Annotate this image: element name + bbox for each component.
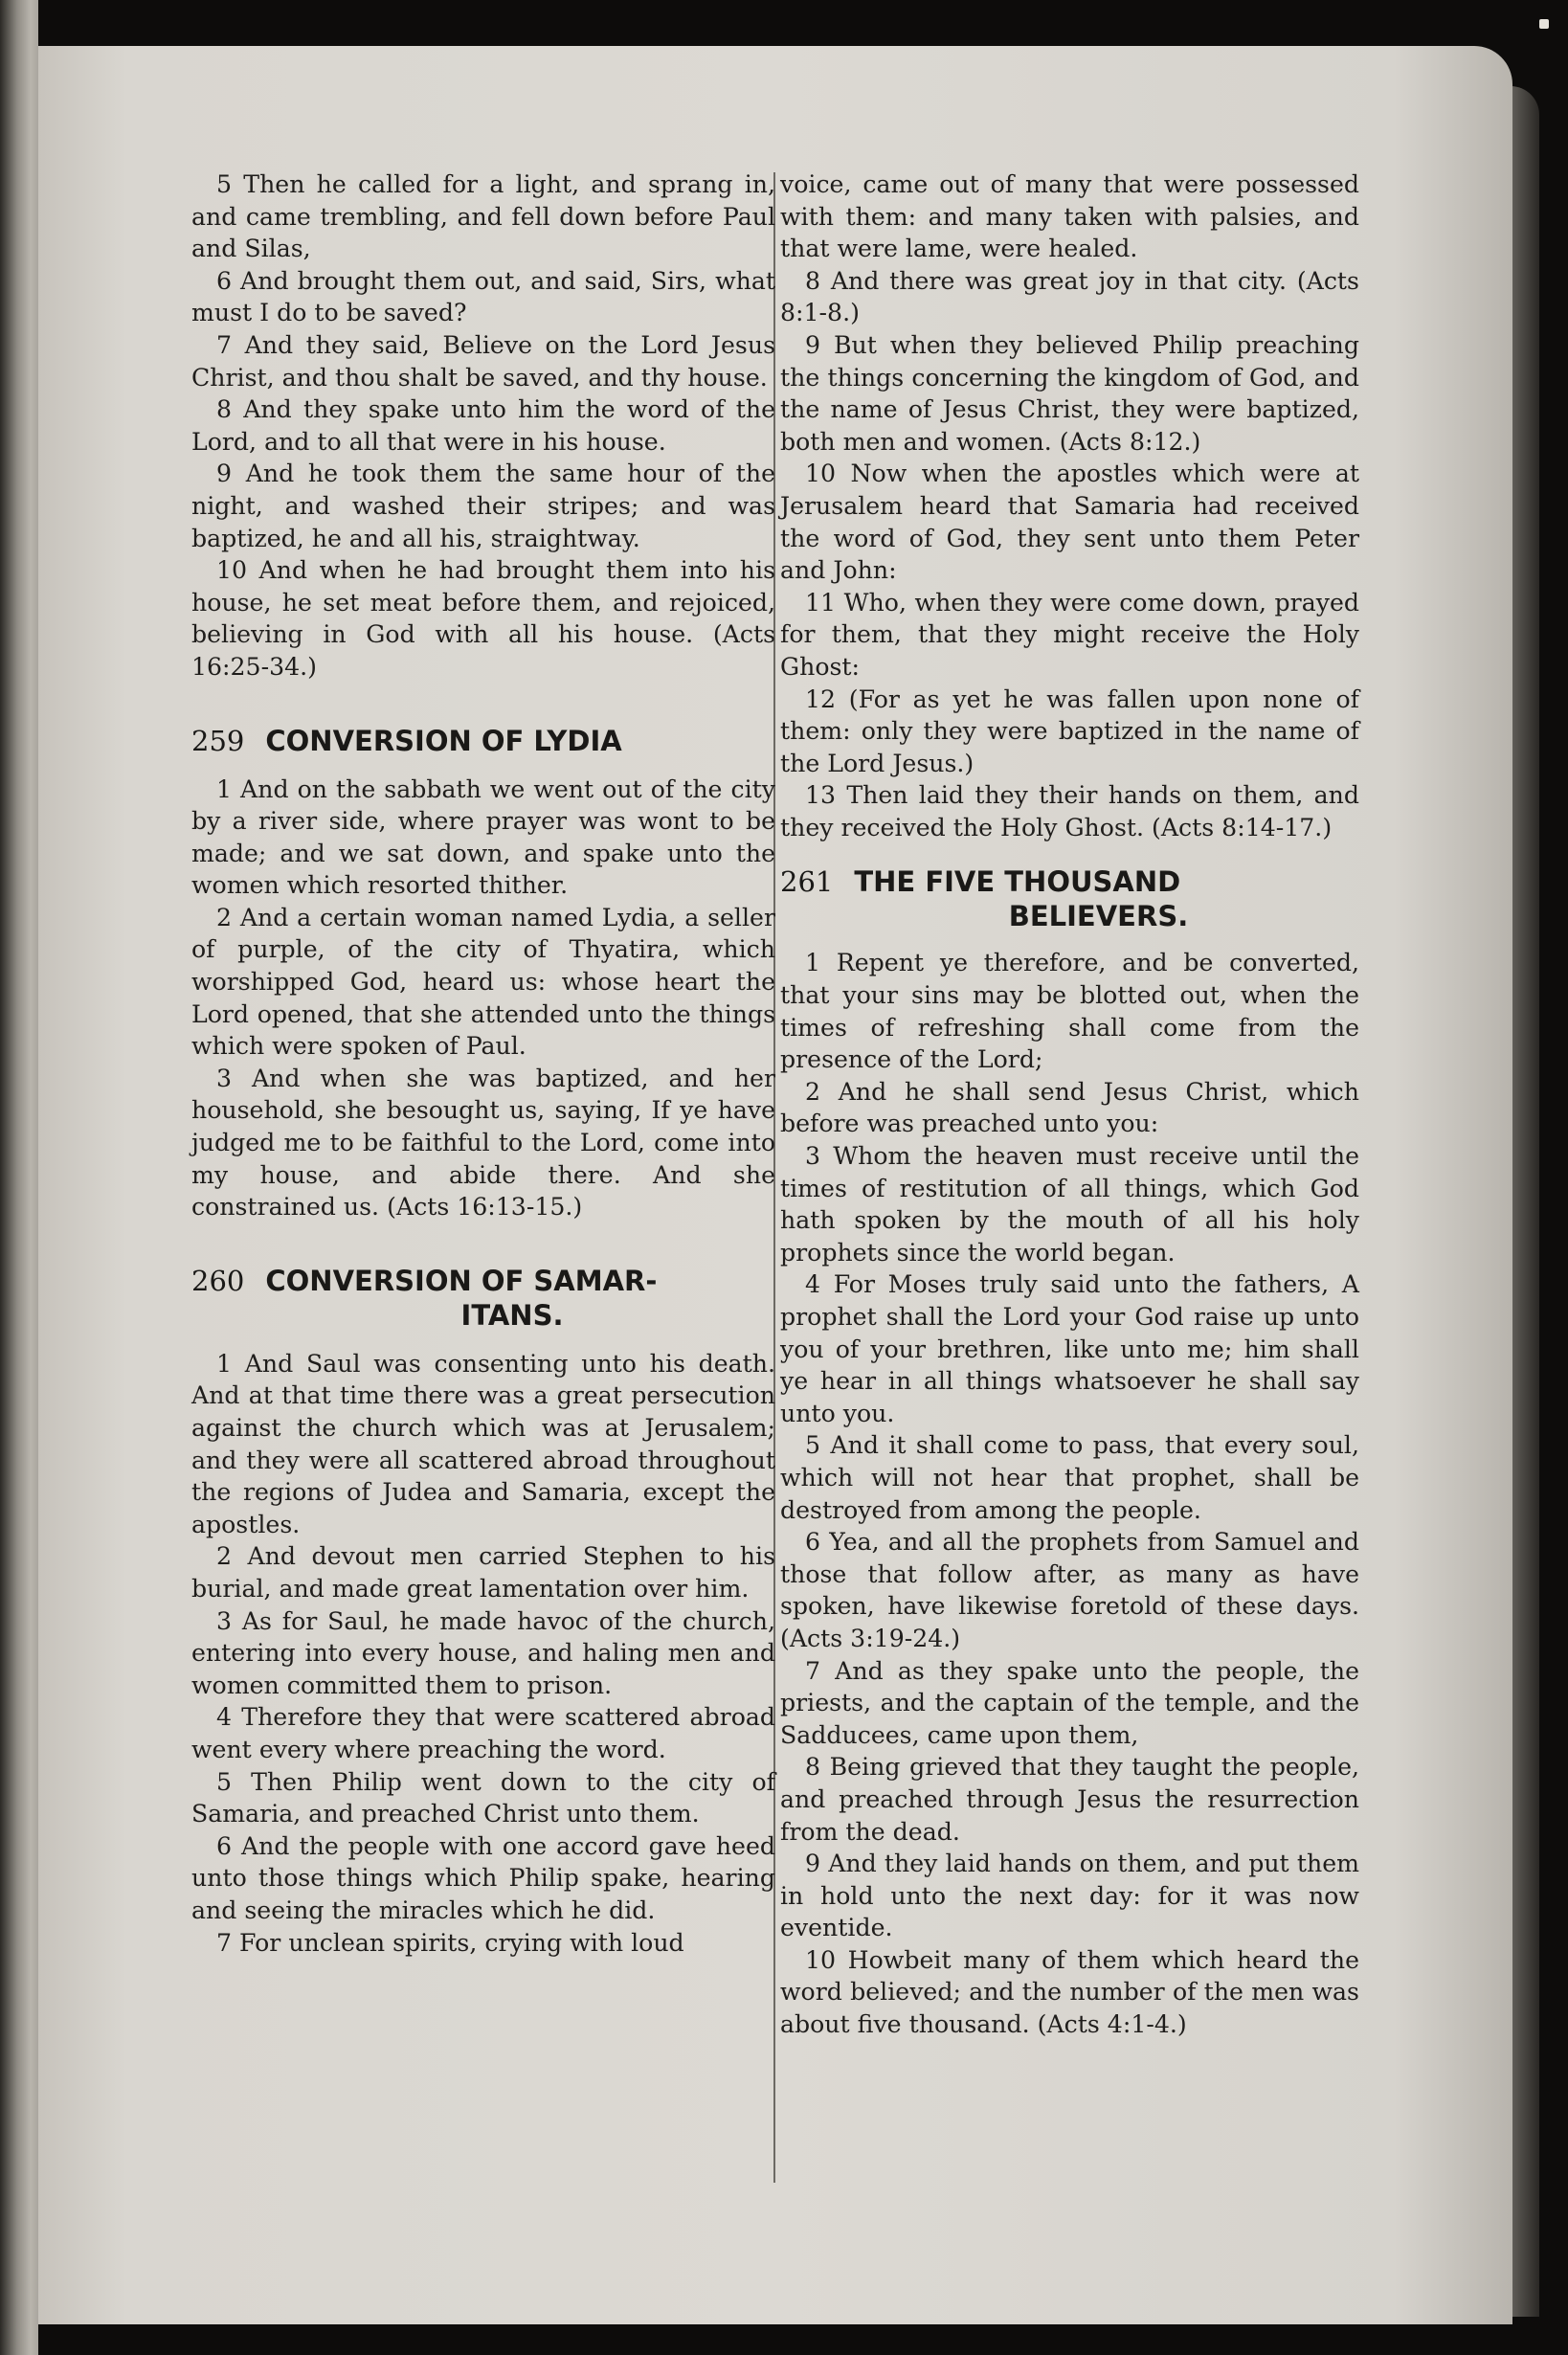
- book-spine: [0, 0, 38, 2355]
- verse: 4 Therefore they that were scattered abroad went every where preaching the word.: [191, 1703, 775, 1763]
- verse: 1 And on the sabbath we went out of the city by a river side, where prayer was wont to be made; and we sat down, and spake unto the women which resorted thither.: [191, 774, 775, 900]
- verse: 5 Then he called for a light, and sprang in, and came trembling, and fell down before Paul and Silas,: [191, 170, 775, 263]
- verse: 7 And they said, Believe on the Lord Jesus Christ, and thou shalt be saved, and thy house.: [191, 330, 775, 392]
- section-heading-261: [780, 864, 1359, 933]
- verse: 2 And a certain woman named Lydia, a seller of purple, of the city of Thyatira, which worshipped God, heard us: whose heart the Lord opened, that she attended unto the things which were spoken of Paul.: [191, 903, 775, 1061]
- verse-continued: voice, came out of many that were possessed with them: and many taken with palsies, and that were lame, were healed.: [780, 170, 1359, 263]
- verse: 12 (For as yet he was fallen upon none of them: only they were baptized in the name of the Lord Jesus.): [780, 684, 1359, 777]
- verse: 5 Then Philip went down to the city of Samaria, and preached Christ unto them.: [191, 1767, 775, 1828]
- verse: 4 For Moses truly said unto the fathers, A prophet shall the Lord your God raise up unto you of your brethren, like unto me; him shall ye hear in all things whatsoever he shall say unto you.: [780, 1270, 1359, 1427]
- section-title-line2: BELIEVERS.: [1008, 900, 1189, 933]
- verse: 7 And as they spake unto the people, the priests, and the captain of the temple, and the Sadducees, came upon them,: [780, 1656, 1359, 1749]
- verse: 6 And brought them out, and said, Sirs, what must I do to be saved?: [191, 266, 775, 327]
- verse: 9 But when they believed Philip preaching the things concerning the kingdom of God, and the name of Jesus Christ, they were baptized, both men and women. (Acts 8:12.): [780, 330, 1359, 456]
- verse: 1 Repent ye therefore, and be converted, that your sins may be blotted out, when the times of refreshing shall come from the presence of the Lord;: [780, 949, 1359, 1074]
- section-number: 261: [780, 865, 834, 899]
- verse: 2 And devout men carried Stephen to his burial, and made great lamentation over him.: [191, 1542, 775, 1603]
- section-heading-260: [191, 1264, 775, 1333]
- verse: 9 And they laid hands on them, and put them in hold unto the next day: for it was now eventide.: [780, 1850, 1359, 1942]
- corner-mark: [1539, 19, 1549, 29]
- section-number: 260: [191, 1264, 245, 1297]
- right-column: [780, 168, 1359, 2041]
- verse: 1 And Saul was consenting unto his death. And at that time there was a great persecution against the church which was at Jerusalem; and they were all scattered abroad throughout the regions of Judea and Samaria, except the apostles.: [191, 1349, 775, 1538]
- verse: 6 And the people with one accord gave heed unto those things which Philip spake, hearing and seeing the miracles which he did.: [191, 1831, 775, 1924]
- verse: 3 Whom the heaven must receive until the times of restitution of all things, which God hath spoken by the mouth of all his holy prophets since the world began.: [780, 1142, 1359, 1267]
- section-heading-259: [191, 724, 775, 758]
- verse: 10 Now when the apostles which were at Jerusalem heard that Samaria had received the word of God, they sent unto them Peter and John:: [780, 460, 1359, 585]
- verse: 3 And when she was baptized, and her household, she besought us, saying, If ye have judged me to be faithful to the Lord, come into my house, and abide there. And she constrained us. (Acts 16:13-15.): [191, 1064, 775, 1222]
- verse: 7 For unclean spirits, crying with loud: [216, 1928, 684, 1957]
- left-column: [191, 168, 775, 1959]
- verse: 6 Yea, and all the prophets from Samuel and those that follow after, as many as have spoken, have likewise foretold of these days. (Acts 3:19-24.): [780, 1528, 1359, 1652]
- verse: 5 And it shall come to pass, that every soul, which will not hear that prophet, shall be destroyed from among the people.: [780, 1431, 1359, 1524]
- section-number: 259: [191, 724, 245, 757]
- section-title-line1: THE FIVE THOUSAND: [854, 865, 1181, 899]
- verse: 10 Howbeit many of them which heard the word believed; and the number of the men was about five thousand. (Acts 4:1-4.): [780, 1945, 1359, 2039]
- verse: 8 And there was great joy in that city. (Acts 8:1-8.): [780, 266, 1359, 327]
- section-title-line1: CONVERSION OF SAMAR-: [265, 1264, 658, 1297]
- verse: 2 And he shall send Jesus Christ, which before was preached unto you:: [780, 1077, 1359, 1138]
- verse: 8 Being grieved that they taught the people, and preached through Jesus the resurrection from the dead.: [780, 1753, 1359, 1846]
- verse: 11 Who, when they were come down, prayed for them, that they might receive the Holy Ghost:: [780, 588, 1359, 681]
- verse: 10 And when he had brought them into his house, he set meat before them, and rejoiced, believing in God with all his house. (Acts 16:25-34.): [191, 556, 775, 681]
- verse: 3 As for Saul, he made havoc of the church, entering into every house, and haling men and women committed them to prison.: [191, 1606, 775, 1699]
- verse: 8 And they spake unto him the word of the Lord, and to all that were in his house.: [191, 395, 775, 456]
- section-title: CONVERSION OF LYDIA: [265, 724, 622, 757]
- verse: 13 Then laid they their hands on them, and they received the Holy Ghost. (Acts 8:14-17.): [780, 781, 1359, 841]
- verse: 9 And he took them the same hour of the night, and washed their stripes; and was baptized, he and all his, straightway.: [191, 460, 775, 552]
- section-title-line2: ITANS.: [460, 1298, 564, 1332]
